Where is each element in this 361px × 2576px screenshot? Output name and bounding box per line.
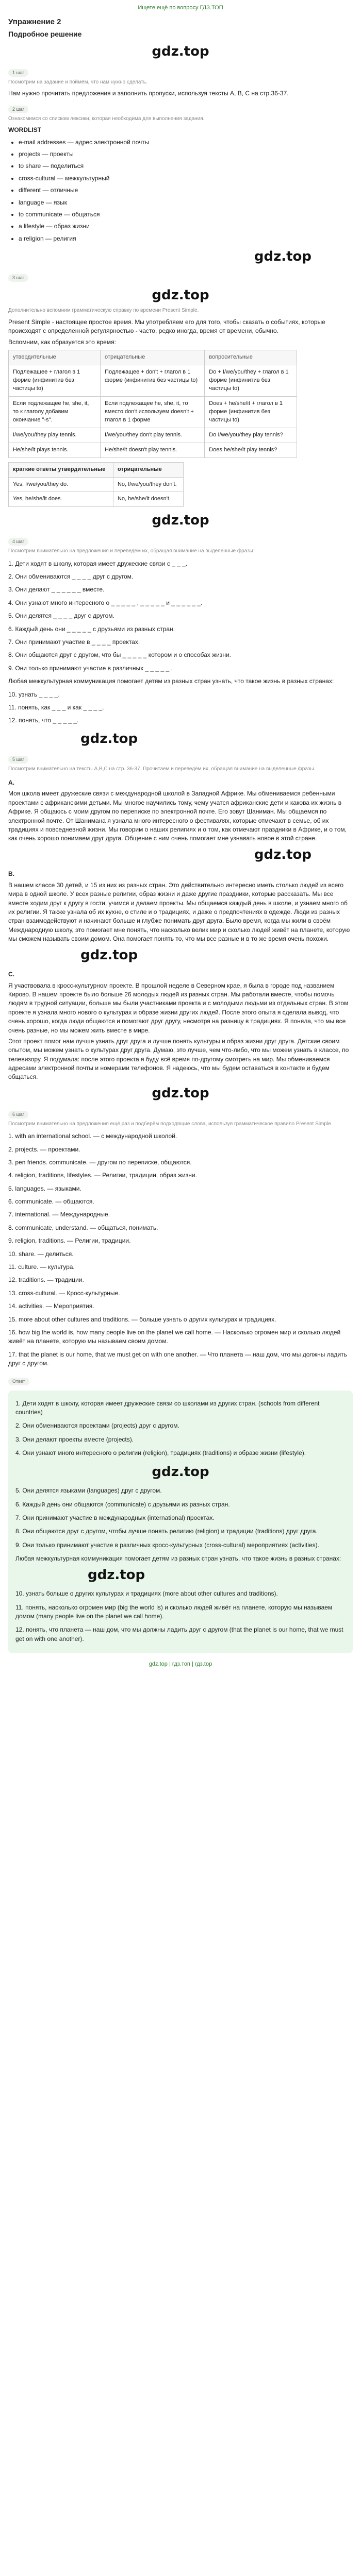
table-cell: I/we/you/they don't play tennis. [101, 428, 205, 443]
table-cell: Yes, he/she/it does. [9, 492, 113, 507]
answer-item: 3. Они делают проекты вместе (projects). [15, 1435, 134, 1443]
table-cell: Yes, I/we/you/they do. [9, 477, 113, 492]
list-item: 17. that the planet is our home, that we must get on with one another. — Что планета — наш дом, что мы должны ладить друг с другом. [8, 1350, 347, 1367]
step-2 [8, 100, 353, 243]
top-search-link[interactable] [8, 4, 353, 12]
step-4-tail-list [8, 690, 353, 725]
table-row [9, 396, 297, 428]
table-cell: I/we/you/they play tennis. [9, 428, 101, 443]
list-item: 15. more about other cultures and traditions. — больше узнать о других культурах и традициях. [8, 1315, 276, 1323]
table-row [9, 477, 184, 492]
watermark: gdz.top [152, 1464, 209, 1480]
present-simple-table [8, 350, 297, 457]
table-header-row [9, 462, 184, 477]
table-cell: Если подлежащее he, she, it, то к глаголу добавим окончание "-s". [9, 396, 101, 428]
list-item: 10. узнать _ _ _ _. [8, 690, 60, 698]
watermark: gdz.top [80, 731, 138, 747]
table-cell: No, I/we/you/they don't. [113, 477, 183, 492]
word-item: • a religion — религия [19, 234, 353, 243]
watermark: gdz.top [152, 43, 209, 59]
word-item: • language — язык [19, 198, 353, 207]
list-item: 12. traditions. — традиции. [8, 1276, 84, 1284]
table-row [9, 428, 297, 443]
list-item: 2. projects. — проектами. [8, 1145, 80, 1153]
step-1 [8, 64, 353, 98]
short-answers-table [8, 462, 184, 507]
step-5-badge: 5 шаг [8, 756, 28, 764]
table-header-cell: отрицательные [113, 462, 183, 477]
step-5 [8, 751, 353, 1081]
table-cell: He/she/it doesn't play tennis. [101, 443, 205, 457]
step-1-hint: Посмотрим на задание и поймём, что нам нужно сделать. [8, 79, 147, 85]
table-cell: Подлежащее + глагол в 1 форме (инфинитив без частицы to) [9, 365, 101, 397]
table-cell: He/she/it plays tennis. [9, 443, 101, 457]
list-item: 4. Они узнают много интересного о _ _ _ _ _ , _ _ _ _ _ и _ _ _ _ _ _. [8, 599, 203, 606]
word-item: • to communicate — общаться [19, 210, 353, 219]
list-item: 1. with an international school. — с международной школой. [8, 1132, 177, 1140]
step-1-text: Нам нужно прочитать предложения и заполнить пропуски, используя тексты A, B, C на стр.36-37. [8, 90, 289, 97]
word-item: • e-mail addresses — адрес электронной почты [19, 138, 353, 147]
table-row [9, 492, 184, 507]
list-item: 6. communicate. — общаются. [8, 1198, 94, 1206]
list-item: 9. Они только принимают участие в различных _ _ _ _ _ . [8, 664, 173, 672]
text-a-letter: A. [8, 778, 14, 786]
table-header-cell: краткие ответы утвердительные [9, 462, 113, 477]
text-c-tail: Этот проект помог нам лучше узнать друг друга и лучше понять культуры и образ жизни друг друга. Детские своим опытом, мы можем узнать о культурах друг друга. Думаю, это лучше, чем что-либо, что мы можем узнать в классе, по телевизору. Я подумала: после этого проекта я буду всё время по-другому смотреть на мир. Мы обмениваемся адресами электронной почты и номерами телефонов. Я надеюсь, что мы будем оставаться в контакте и будем общаться. [8, 1037, 349, 1081]
table-cell: No, he/she/it doesn't. [113, 492, 183, 507]
list-item: 8. communicate, understand. — общаться, понимать. [8, 1224, 158, 1231]
answer-item: 11. понять, насколько огромен мир (big the world is) и сколько людей живёт на планете, которую мы называем домом (many people live on the planet we call home). [15, 1603, 333, 1620]
list-item: 12. понять, что _ _ _ _ _. [8, 717, 79, 724]
list-item: 7. international. — Международные. [8, 1211, 110, 1218]
step-4-hint: Посмотрим внимательно на предложения и переведём их, обращая внимание на выделенные фразы: [8, 548, 255, 554]
text-a: Моя школа имеет дружеские связи с международной школой в Западной Африке. Мы обмениваемся ребенными проектами с африканскими детьми. Мы многое научились тому, чему учатся африканские дети и какова их жизнь в Африке. Я общаюсь с моим другом по переписке по электронной почте. Его зовут Шаниман. Мы общаемся по электронной почте. От Шанимана я узнала много интересного о фестивалях, которые отмечают в семье, об их традициях и повседневной жизни. Мы говорим о наших религиях и о том, как отмечают праздники в Африке, и о том, как очень хорошо понимаем друг друга. Общение с ним очень помогает мне узнавать новое в этой стране. [8, 790, 347, 842]
watermark: gdz.top [80, 947, 138, 963]
list-item: 10. share. — делиться. [8, 1250, 74, 1258]
list-item: 8. Они общаются друг с другом, что бы _ _ _ _ _ котором и о способах жизни. [8, 651, 231, 659]
step-5-hint: Посмотрим внимательно на тексты A,B,C на стр. 36-37. Прочитаем и переведём их, обращая внимание на выделенные фразы. [8, 766, 316, 772]
answer-item: 12. понять, что планета — наш дом, что мы должны ладить друг с другом (that the planet is our home, that we must get on with one another). [15, 1626, 343, 1642]
word-item: • projects — проекты [19, 150, 353, 159]
word-item: • different — отличные [19, 186, 353, 195]
step-3 [8, 269, 353, 507]
wordlist [8, 138, 353, 244]
step-4-badge: 4 шаг [8, 538, 28, 546]
list-item: 7. Они принимают участие в _ _ _ _ проектах. [8, 638, 140, 646]
step-3-hint: Дополнительно вспомним грамматическую справку по времени Present Simple. [8, 308, 199, 314]
table-cell: Do I/we/you/they play tennis? [205, 428, 297, 443]
answer-item: 7. Они принимают участие в международных (international) проектах. [15, 1514, 215, 1521]
answer-section [8, 1372, 353, 1654]
answer-item: 2. Они обмениваются проектами (projects) друг с другом. [15, 1422, 179, 1430]
list-item: 6. Каждый день они _ _ _ _ _ с друзьями из разных стран. [8, 625, 175, 633]
answer-badge: Ответ [8, 1378, 29, 1385]
answer-item: 8. Они общаются друг с другом, чтобы лучше понять религию (religion) и традиции (traditions) друг друга. [15, 1528, 318, 1535]
answer-box [8, 1391, 353, 1654]
table-row [9, 365, 297, 397]
step-3-question: Вспомним, как образуется это время: [8, 338, 116, 346]
exercise-subtitle: Подробное решение [8, 29, 82, 38]
table-cell: Does + he/she/it + глагол в 1 форме (инфинитив без частицы to) [205, 396, 297, 428]
answer-item: 9. Они только принимают участие в различных кросс-культурных (cross-cultural) мероприятиях (activities). [15, 1541, 319, 1549]
step-4-summary: Любая межкультурная коммуникация помогает детям из разных стран узнать, что такое жизнь в разных странах: [8, 677, 334, 685]
list-item: 5. languages. — языками. [8, 1184, 81, 1192]
list-item: 11. понять, как _ _ _ и как _ _ _ _. [8, 703, 104, 711]
step-6-badge: 6 шаг [8, 1111, 28, 1118]
step-1-badge: 1 шаг [8, 69, 28, 77]
list-item: 13. cross-cultural. — Кросс-культурные. [8, 1289, 120, 1297]
table-cell: Do + I/we/you/they + глагол в 1 форме (инфинитив без частицы to) [205, 365, 297, 397]
answer-list-2 [15, 1486, 346, 1550]
table-cell: Если подлежащее he, she, it, то вместо don't используем doesn't + глагол в 1 форме [101, 396, 205, 428]
list-item: 11. culture. — культура. [8, 1263, 75, 1271]
list-item: 3. pen friends. communicate. — другом по переписке, общаются. [8, 1158, 192, 1166]
step-6-list [8, 1132, 353, 1368]
table-cell: Подлежащее + don't + глагол в 1 форме (инфинитив без частицы to) [101, 365, 205, 397]
list-item: 3. Они делают _ _ _ _ _ _ вместе. [8, 586, 105, 594]
list-item: 14. activities. — Мероприятия. [8, 1302, 94, 1310]
step-3-badge: 3 шаг [8, 274, 28, 282]
table-row [9, 443, 297, 457]
watermark: gdz.top [152, 513, 209, 529]
answer-list-3 [15, 1589, 346, 1643]
text-b: В нашем классе 30 детей, и 15 из них из разных стран. Это действительно интересно иметь столько людей из всего мира в одной школе. У всех разные религии, образ жизни и даже другие праздники, которые рассказать. Мы все вместе ходим друг к другу в гости, учимся и делаем проекты. Мы общаемся каждый день в школе, и узнаем много об их религии. Я также узнала об их кухне, о стиле и о традициях, и даже о предпочтениях в одежде. Люди из разных стран взаимодействуют и начинают больше и глубже понимать друг друга. Было время, когда мы жили в своём Межднародную школу, это помогает мне понять, что насколько велик мир и сколько людей живёт на планете, которую мы сможем называть своим домом. Она помогает понять то, что мы все разные и в то же время очень похожи. [8, 881, 350, 943]
answer-list [15, 1399, 346, 1458]
word-item: • to share — поделиться [19, 162, 353, 171]
step-4 [8, 533, 353, 725]
watermark: gdz.top [152, 287, 209, 303]
list-item: 16. how big the world is, how many people live on the planet we call home. — Насколько огромен мир и сколько людей живёт на планете, которую мы называем своим домом. [8, 1328, 341, 1345]
list-item: 1. Дети ходят в школу, которая имеет дружеские связи с _ _ _. [8, 560, 188, 567]
list-item: 4. religion, traditions, lifestyles. — Религии, традиции, образ жизни. [8, 1172, 197, 1179]
text-c: Я участвовала в кросс-культурном проекте. В прошлой неделе в Северном крае, я была в городе под названием Кирово. В нашем проекте было больше 26 молодых людей из разных стран. Мы работали вместе, чтобы помочь людям в трудной ситуации, больше мы были участниками проекта и с молодыми людьми из отдельных стран. В этом проекте я узнала много нового о культурах и образе жизни других людей. После этого опыта я сделала вывод, что очень хорошо, когда люди общаются и помогают друг другу, несмотря на разницу в традициях. Я поняла, что мы все очень разные, но мы можем жить вместе в мире. [8, 981, 349, 1034]
answer-item: 6. Каждый день они общаются (communicate) с друзьями из разных стран. [15, 1500, 230, 1508]
word-item: • cross-cultural — межкультурный [19, 174, 353, 183]
watermark: gdz.top [88, 1567, 145, 1583]
answer-item: 1. Дети ходят в школу, которая имеет дружеские связи со школами из других стран. (schools from different countries) [15, 1399, 320, 1416]
word-item: • a lifestyle — образ жизни [19, 222, 353, 231]
watermark: gdz.top [254, 846, 311, 862]
answer-summary: Любая межкультурная коммуникация помогает детям из разных стран узнать, что такое жизнь в разных странах: [15, 1555, 341, 1563]
step-2-badge: 2 шаг [8, 106, 28, 113]
table-header-cell: утвердительные [9, 350, 101, 365]
table-header-cell: вопросительные [205, 350, 297, 365]
top-search-anchor[interactable]: Ищете ещё по вопросу ГДЗ.ТОП [138, 5, 223, 11]
step-4-list [8, 560, 353, 673]
answer-item: 10. узнать больше о других культурах и традициях (more about other cultures and traditions). [15, 1590, 278, 1598]
watermark: gdz.top [254, 249, 311, 265]
list-item: 9. religion, traditions. — Религии, традиции. [8, 1237, 131, 1245]
text-b-letter: B. [8, 870, 14, 878]
answer-item: 5. Они делятся языками (languages) друг с другом. [15, 1487, 162, 1495]
step-3-intro: Present Simple - настоящее простое время. Мы употребляем его для того, чтобы сказать о событиях, которые происходят с определенной регулярностью - часто, редко иногда, время от времени, обычно. [8, 318, 325, 335]
table-header-row [9, 350, 297, 365]
answer-item: 4. Они узнают много интересного о религии (religion), традициях (traditions) и образе жизни (lifestyle). [15, 1449, 306, 1457]
list-item: 2. Они обмениваются _ _ _ _ друг с другом. [8, 573, 134, 581]
exercise-title: Упражнение 2 [8, 17, 61, 26]
text-c-letter: C. [8, 971, 14, 978]
watermark: gdz.top [152, 1085, 209, 1101]
list-item: 5. Они делятся _ _ _ _ друг с другом. [8, 612, 114, 620]
step-2-hint: Ознакомимся со списком лексики, которая необходима для выполнения задания. [8, 115, 205, 122]
footer-links[interactable]: gdz.top | гдз.топ | гдз.top [149, 1661, 212, 1668]
table-header-cell: отрицательные [101, 350, 205, 365]
wordlist-title: WORDLIST [8, 126, 41, 134]
step-6-hint: Посмотрим внимательно на предложения ещё раз и подберём подходящие слова, используя грамматическое правило Present Simple. [8, 1121, 333, 1127]
step-6 [8, 1106, 353, 1368]
table-cell: Does he/she/it play tennis? [205, 443, 297, 457]
